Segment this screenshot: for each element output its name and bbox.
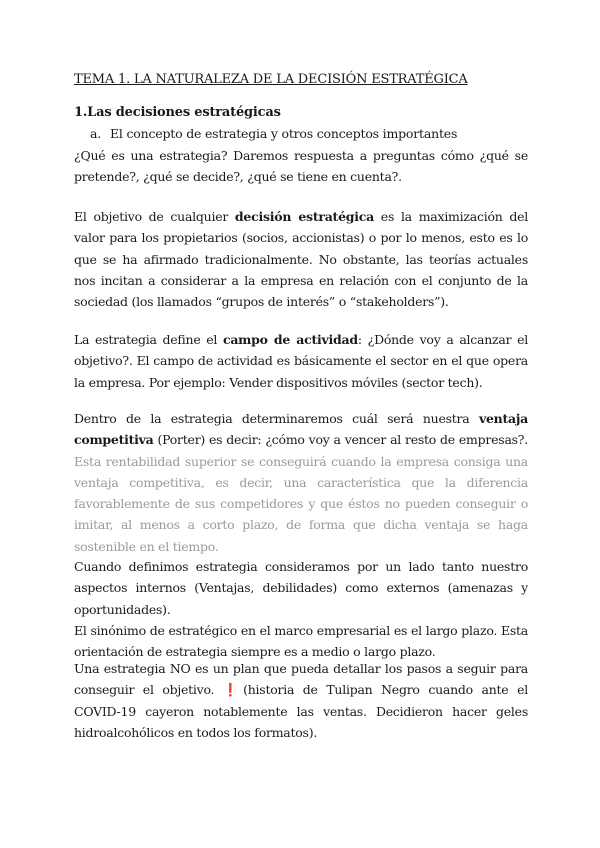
paragraph-text: (Porter) es decir: ¿cómo voy a vencer al resto de empresas?. — [153, 432, 528, 448]
paragraph-text: Dentro de la estrategia determinaremos cuál será nuestra — [74, 411, 479, 426]
paragraph-objective — [74, 206, 528, 312]
key-term: decisión estratégica — [234, 209, 374, 224]
paragraph-advantage — [74, 408, 528, 557]
exclamation-icon: ❗ — [222, 682, 244, 698]
paragraph-intro: ¿Qué es una estrategia? Daremos respuesta a preguntas cómo ¿qué se pretende?, ¿qué se decide?, ¿qué se tiene en cuenta?. — [74, 148, 528, 185]
paragraph-text: El objetivo de cualquier — [74, 209, 235, 224]
paragraph-text: Una estrategia NO es un plan que pueda detallar los pasos a seguir para conseguir el objetivo. — [74, 661, 528, 698]
paragraph-text: (historia de Tulipan Negro cuando ante el COVID-19 cayeron notablemente las ventas. Decidieron hacer geles hidroalcohólicos en todos los formatos). — [74, 682, 528, 740]
key-term: ventaja competitiva — [74, 411, 528, 448]
key-term: campo de actividad — [222, 332, 358, 347]
section-heading: 1.Las decisiones estratégicas — [74, 105, 281, 120]
paragraph-text: es la maximización del valor para los propietarios (socios, accionistas) o por lo menos, esto es lo que se ha afirmado tradicionalmente. No obstante, las teorías actuales nos incitan a considerar a la empresa en relación con el conjunto de la sociedad (los llamados “grupos de interés” o “stakeholders”). — [74, 209, 528, 310]
subsection-text: El concepto de estrategia y otros conceptos importantes — [110, 126, 458, 141]
muted-text: Esta rentabilidad superior se conseguirá cuando la empresa consiga una ventaja competitiva, es decir, una característica que la diferencia favorablemente de sus competidores y que éstos no pueden conseguir o imitar, al menos a corto plazo, de forma que dicha ventaja se haga sostenible en el tiempo. — [74, 453, 528, 554]
paragraph-not-plan — [74, 658, 528, 743]
paragraph-text: La estrategia define el — [74, 332, 223, 347]
paragraph-text: El sinónimo de estratégico en el marco empresarial es el largo plazo. Esta orientación de estrategia siempre es a medio o largo plazo. — [74, 622, 528, 660]
paragraph-text: : ¿Dónde voy a alcanzar el objetivo?. El campo de actividad es básicamente el sector en el que opera la empresa. Por ejemplo: Vender dispositivos móviles (sector tech). — [74, 332, 528, 390]
subsection-heading — [90, 126, 457, 141]
document-title: TEMA 1. LA NATURALEZA DE LA DECISIÓN ESTRATÉGICA — [74, 72, 468, 87]
paragraph-aspects — [74, 556, 528, 662]
paragraph-field — [74, 329, 528, 393]
list-marker: a. — [90, 126, 102, 141]
paragraph-text: Cuando definimos estrategia consideramos por un lado tanto nuestro aspectos internos (Ventajas, debilidades) como externos (amenazas y oportunidades). — [74, 559, 528, 617]
